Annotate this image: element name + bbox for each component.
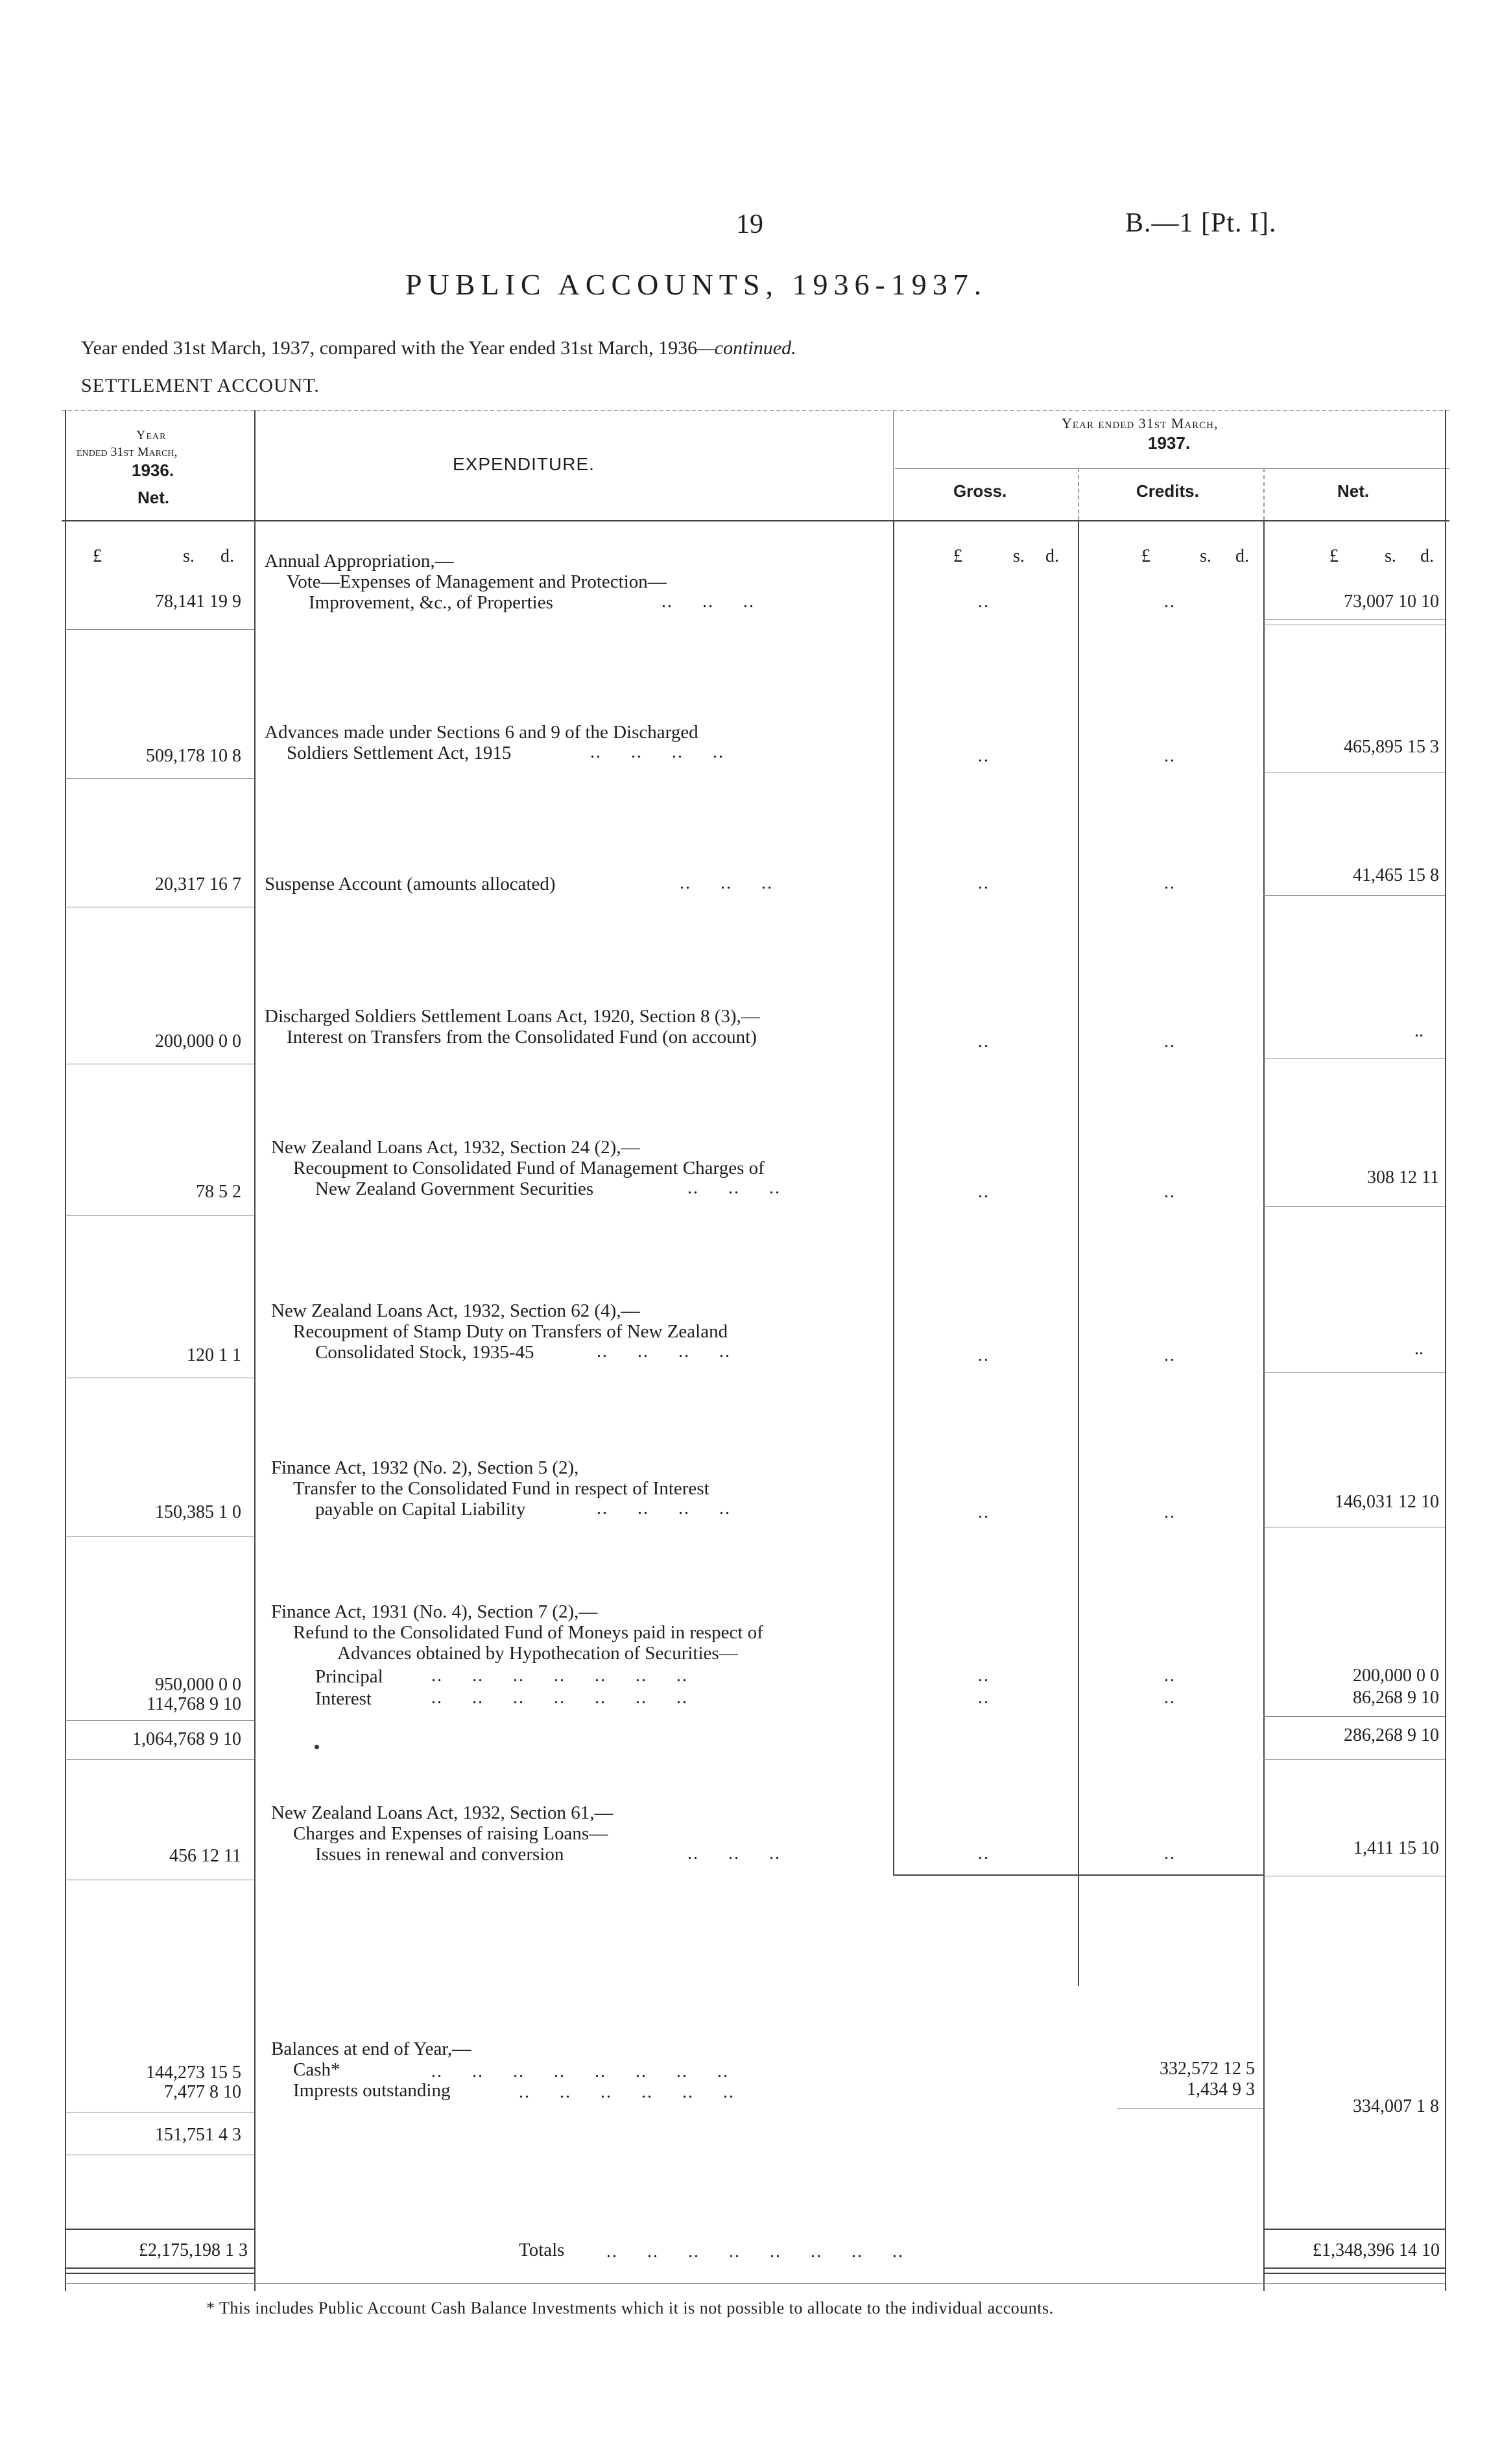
row7-net: 146,031 12 10 xyxy=(1335,1492,1439,1512)
row1-gross: .. xyxy=(978,592,990,612)
row3-line1: Suspense Account (amounts allocated) xyxy=(265,874,556,894)
row1-line1: Annual Appropriation,— xyxy=(265,551,454,571)
row5-prior: 78 5 2 xyxy=(196,1182,241,1202)
row1-dotfill: .. .. .. xyxy=(661,592,755,612)
row7-gross: .. xyxy=(978,1502,990,1522)
row5-net: 308 12 11 xyxy=(1367,1167,1439,1188)
row9-line1: New Zealand Loans Act, 1932, Section 61,— xyxy=(271,1802,613,1823)
header-ended: ended 31st March, xyxy=(77,445,178,459)
bullet-mark xyxy=(315,1745,319,1749)
row1-line2: Vote—Expenses of Management and Protection— xyxy=(287,571,667,592)
row10-cash-dotfill: .. .. .. .. .. .. .. .. xyxy=(431,2061,729,2081)
page-title: PUBLIC ACCOUNTS, 1936-1937. xyxy=(405,268,988,301)
row2-line2: Soldiers Settlement Act, 1915 xyxy=(287,743,512,763)
row5-gross: .. xyxy=(978,1182,990,1202)
row6-gross: .. xyxy=(978,1345,990,1365)
row5-credits: .. xyxy=(1164,1182,1176,1202)
row7-line1: Finance Act, 1932 (No. 2), Section 5 (2), xyxy=(271,1457,579,1478)
row8-prior-interest: 114,768 9 10 xyxy=(147,1694,241,1714)
section-title: SETTLEMENT ACCOUNT. xyxy=(81,375,320,396)
row1-line3: Improvement, &c., of Properties xyxy=(309,592,553,613)
row2-net: 465,895 15 3 xyxy=(1344,737,1439,757)
row10-net: 334,007 1 8 xyxy=(1353,2096,1439,2116)
page-reference: B.—1 [Pt. I]. xyxy=(1125,208,1277,238)
header-year: Year xyxy=(136,428,167,442)
unit-shilling-credits: s. xyxy=(1200,546,1211,566)
header-credits: Credits. xyxy=(1136,481,1199,501)
row8-credits-principal: .. xyxy=(1164,1666,1176,1686)
row1-net: 73,007 10 10 xyxy=(1344,592,1439,612)
row8-interest: Interest xyxy=(315,1688,372,1709)
row8-line1: Finance Act, 1931 (No. 4), Section 7 (2),— xyxy=(271,1601,598,1622)
totals-dotfill: .. .. .. .. .. .. .. .. xyxy=(606,2242,904,2262)
row7-line2: Transfer to the Consolidated Fund in respect of Interest xyxy=(293,1478,709,1499)
row3-dotfill: .. .. .. xyxy=(680,873,773,893)
row8-principal: Principal xyxy=(315,1666,383,1687)
header-1937: 1937. xyxy=(1148,433,1191,453)
header-expenditure: EXPENDITURE. xyxy=(453,454,595,474)
header-net-current: Net. xyxy=(1337,481,1370,501)
unit-shilling-net: s. xyxy=(1385,546,1396,566)
row9-prior: 456 12 11 xyxy=(169,1846,241,1866)
row2-gross: .. xyxy=(978,746,990,766)
row9-net: 1,411 15 10 xyxy=(1353,1838,1439,1858)
row8-net-principal: 200,000 0 0 xyxy=(1353,1666,1439,1686)
row2-dotfill: .. .. .. .. xyxy=(590,742,724,762)
row8-principal-dotfill: .. .. .. .. .. .. .. xyxy=(431,1666,688,1686)
row5-dotfill: .. .. .. xyxy=(687,1178,781,1198)
row1-credits: .. xyxy=(1164,592,1176,612)
row6-line2: Recoupment of Stamp Duty on Transfers of New Zealand xyxy=(293,1321,728,1342)
row8-prior-principal: 950,000 0 0 xyxy=(155,1675,241,1695)
row6-prior: 120 1 1 xyxy=(187,1345,241,1365)
row9-gross: .. xyxy=(978,1843,990,1863)
header-net-prior: Net. xyxy=(137,488,170,507)
header-1936: 1936. xyxy=(132,461,174,480)
row6-credits: .. xyxy=(1164,1345,1176,1365)
row8-line2: Refund to the Consolidated Fund of Moneys paid in respect of xyxy=(293,1622,763,1643)
row7-prior: 150,385 1 0 xyxy=(155,1502,241,1522)
row4-line2: Interest on Transfers from the Consolidated Fund (on account) xyxy=(287,1027,757,1047)
row10-line1: Balances at end of Year,— xyxy=(271,2039,471,2059)
row8-net-interest: 86,268 9 10 xyxy=(1353,1688,1439,1708)
row9-dotfill: .. .. .. xyxy=(687,1843,781,1863)
row4-prior: 200,000 0 0 xyxy=(155,1031,241,1051)
row8-gross-interest: .. xyxy=(978,1688,990,1708)
subtitle xyxy=(81,337,796,359)
totals-prior: £2,175,198 1 3 xyxy=(139,2240,248,2260)
totals-label: Totals xyxy=(519,2240,565,2260)
row9-credits: .. xyxy=(1164,1843,1176,1863)
row1-prior: 78,141 19 9 xyxy=(155,592,241,612)
row8-interest-dotfill: .. .. .. .. .. .. .. xyxy=(431,1688,688,1708)
header-year-ended-1937: Year ended 31st March, xyxy=(1062,415,1219,431)
row4-credits: .. xyxy=(1164,1031,1176,1051)
row8-net-total: 286,268 9 10 xyxy=(1344,1725,1439,1745)
row3-credits: .. xyxy=(1164,873,1176,893)
row7-line3: payable on Capital Liability xyxy=(315,1499,526,1520)
row10-credit-cash: 332,572 12 5 xyxy=(1160,2059,1255,2079)
row8-line3: Advances obtained by Hypothecation of Securities— xyxy=(337,1643,738,1664)
row2-line1: Advances made under Sections 6 and 9 of the Discharged xyxy=(265,722,698,743)
unit-pound-gross: £ xyxy=(953,546,962,566)
row5-line2: Recoupment to Consolidated Fund of Management Charges of xyxy=(293,1158,765,1178)
row10-prior-total: 151,751 4 3 xyxy=(155,2125,241,2145)
row9-line2: Charges and Expenses of raising Loans— xyxy=(293,1823,608,1844)
footnote: * This includes Public Account Cash Balance Investments which it is not possible to allocate to the individual accounts. xyxy=(206,2299,1054,2317)
row9-line3: Issues in renewal and conversion xyxy=(315,1844,564,1865)
row10-prior-imprests: 7,477 8 10 xyxy=(164,2082,241,2102)
totals-net: £1,348,396 14 10 xyxy=(1313,2240,1440,2260)
unit-pence-credits: d. xyxy=(1235,546,1249,566)
row2-prior: 509,178 10 8 xyxy=(146,746,241,766)
row5-line1: New Zealand Loans Act, 1932, Section 24 (2),— xyxy=(271,1137,640,1158)
row3-net: 41,465 15 8 xyxy=(1353,865,1439,885)
unit-pound-net: £ xyxy=(1329,546,1339,566)
row6-dotfill: .. .. .. .. xyxy=(597,1341,731,1361)
unit-pound-credits: £ xyxy=(1141,546,1150,566)
row3-gross: .. xyxy=(978,873,990,893)
row10-credit-imprests: 1,434 9 3 xyxy=(1187,2079,1255,2099)
row7-dotfill: .. .. .. .. xyxy=(597,1498,731,1518)
row5-line3: New Zealand Government Securities xyxy=(315,1178,594,1199)
row8-prior-total: 1,064,768 9 10 xyxy=(132,1729,241,1749)
row8-credits-interest: .. xyxy=(1164,1688,1176,1708)
unit-shilling-prior: s. xyxy=(183,546,195,566)
row10-imprests: Imprests outstanding xyxy=(293,2080,451,2101)
row10-cash: Cash* xyxy=(293,2059,340,2080)
row6-net: .. xyxy=(1414,1339,1423,1359)
page-number: 19 xyxy=(736,209,763,239)
row8-gross-principal: .. xyxy=(978,1666,990,1686)
unit-pence-net: d. xyxy=(1420,546,1434,566)
row4-net: .. xyxy=(1414,1021,1423,1041)
subtitle-text: Year ended 31st March, 1937, compared with the Year ended 31st March, 1936 xyxy=(81,337,698,359)
row3-prior: 20,317 16 7 xyxy=(155,874,241,894)
row10-prior-cash: 144,273 15 5 xyxy=(146,2063,241,2083)
unit-pence-prior: d. xyxy=(220,546,234,566)
unit-shilling-gross: s. xyxy=(1013,546,1025,566)
header-gross: Gross. xyxy=(953,481,1007,501)
row7-credits: .. xyxy=(1164,1502,1176,1522)
row4-gross: .. xyxy=(978,1031,990,1051)
row10-imprests-dotfill: .. .. .. .. .. .. xyxy=(519,2082,735,2102)
unit-pound-prior: £ xyxy=(93,546,102,566)
row2-credits: .. xyxy=(1164,746,1176,766)
row4-line1: Discharged Soldiers Settlement Loans Act, 1920, Section 8 (3),— xyxy=(265,1006,760,1027)
row6-line3: Consolidated Stock, 1935-45 xyxy=(315,1342,534,1363)
row6-line1: New Zealand Loans Act, 1932, Section 62 (4),— xyxy=(271,1300,640,1321)
subtitle-continued: —continued. xyxy=(697,337,796,359)
unit-pence-gross: d. xyxy=(1045,546,1059,566)
